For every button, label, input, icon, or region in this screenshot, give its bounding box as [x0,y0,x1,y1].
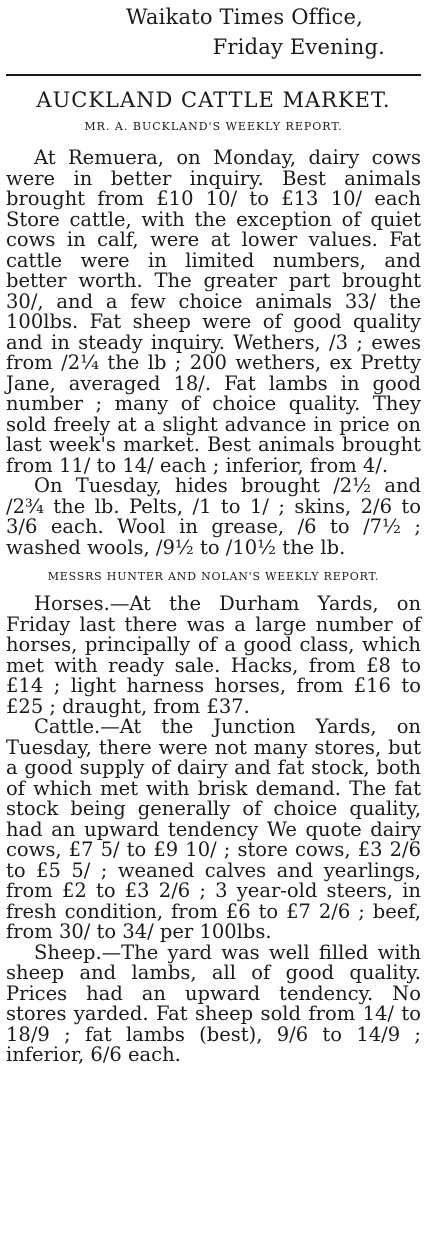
dateline-day: Friday Evening. [212,35,385,59]
report1-heading: MR. A. BUCKLAND'S WEEKLY REPORT. [84,120,343,133]
article-headline: AUCKLAND CATTLE MARKET. [36,88,391,112]
report2-paragraph-horses: Horses.—At the Durham Yards, on Friday last there was a large number of horses, principally of a good class, which met with ready sale. Hacks, from £8 to £14 ; light harness horses, from £16 to £25 ; draught, from £37. [6,592,421,718]
report2-paragraph-cattle: Cattle.—At the Junction Yards, on Tuesday, there were not many stores, but a good supply of dairy and fat stock, both of which met with brisk demand. The fat stock being generally of choice quality, had an upward tendency We quote dairy cows, £7 5/ to £9 10/ ; store cows, £3 2/6 to £5 5/ ; weaned calves and yearlings, from £2 to £3 2/6 ; 3 year-old steers, in fresh condition, from £6 to £7 2/6 ; beef, from 30/ to 34/ per 100lbs. [6,715,421,943]
report1-paragraph-remuera: At Remuera, on Monday, dairy cows were in better inquiry. Best animals brought from £10 10/ to £13 10/ each Store cattle, with the exception of quiet cows in calf, were at lower values. Fat cattle were in limited numbers, and better worth. The greater part brought 30/, and a few choice animals 33/ the 100lbs. Fat sheep were of good quality and in steady inquiry. Wethers, /3 ; ewes from /2¼ the lb ; 200 wethers, ex Pretty Jane, averaged 18/. Fat lambs in good number ; many of choice quality. They sold freely at a slight advance in price on last week's market. Best animals brought from 11/ to 14/ each ; inferior, from 4/. [6,146,421,477]
report2-heading: MESSRS HUNTER AND NOLAN'S WEEKLY REPORT. [47,570,380,583]
header-divider [6,74,421,76]
report1-paragraph-hides: On Tuesday, hides brought /2½ and /2¾ the lb. Pelts, /1 to 1/ ; skins, 2/6 to 3/6 each. Wool in grease, /6 to /7½ ; washed wools, /9½ to /10½ the lb. [6,474,421,559]
dateline [6,2,421,62]
dateline-office: Waikato Times Office, [125,5,363,29]
report2-paragraph-sheep: Sheep.—The yard was well filled with sheep and lambs, all of good quality. Prices had an upward tendency. No stores yarded. Fat sheep sold from 14/ to 18/9 ; fat lambs (best), 9/6 to 14/9 ; inferior, 6/6 each. [6,940,421,1066]
